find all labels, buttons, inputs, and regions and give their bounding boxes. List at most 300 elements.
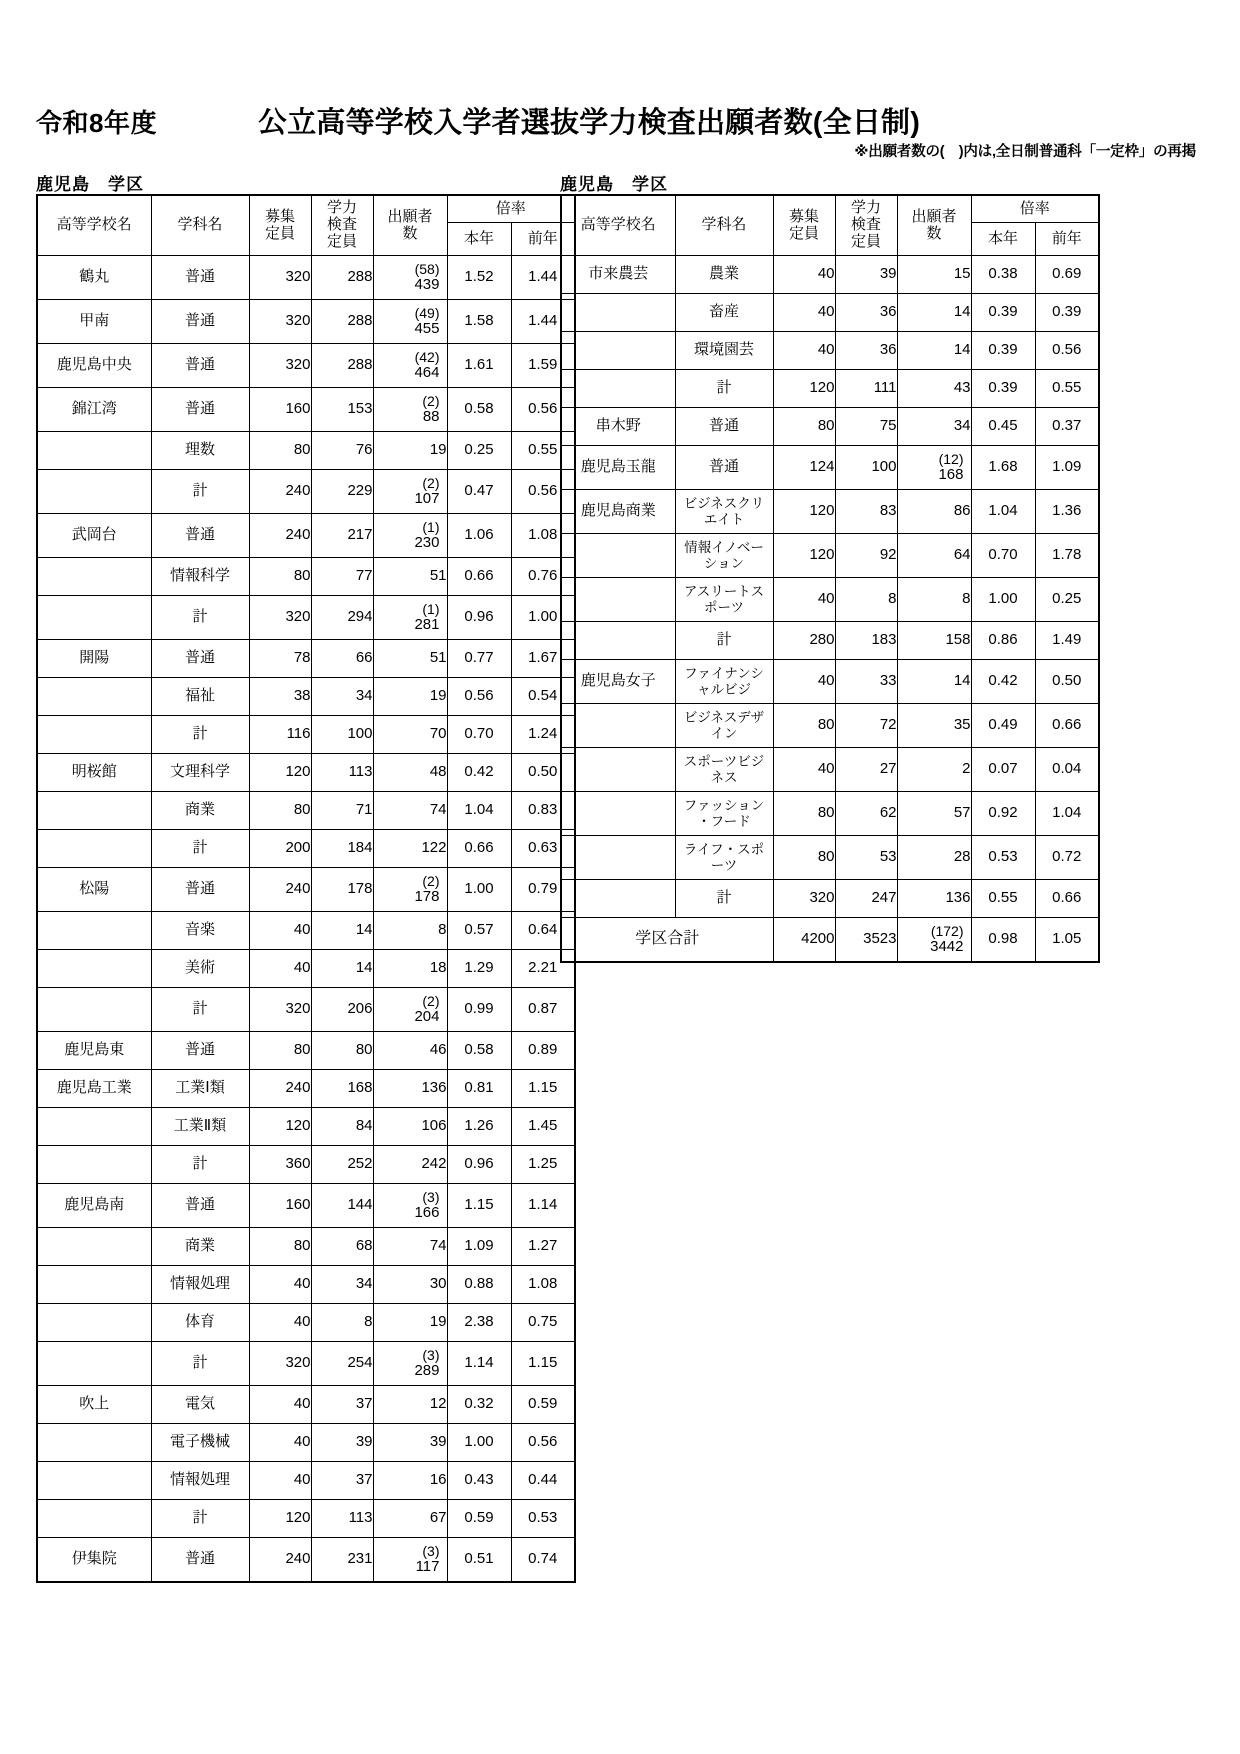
cell-capacity: 240	[249, 470, 311, 514]
cell-applicants: 8	[373, 912, 447, 950]
cell-exam-capacity: 71	[311, 792, 373, 830]
table-row	[561, 256, 1099, 294]
applicants-quota-reprint: (49)	[414, 305, 440, 322]
cell-capacity: 80	[773, 704, 835, 748]
cell-school-name: 串木野	[561, 408, 675, 446]
cell-rate-current: 0.51	[447, 1538, 511, 1582]
cell-capacity: 40	[773, 332, 835, 370]
cell-rate-current: 1.26	[447, 1108, 511, 1146]
cell-district-total-label: 学区合計	[561, 918, 773, 962]
table-row	[37, 1228, 575, 1266]
cell-course-name: 普通	[151, 388, 249, 432]
course-line1: ビジネスデザ	[683, 709, 765, 725]
applicants-count: 464	[414, 363, 440, 381]
cell-exam-capacity: 14	[311, 912, 373, 950]
cell-course-name: 普通	[151, 300, 249, 344]
applicants-line1: 出願者	[911, 207, 957, 225]
table-row	[37, 640, 575, 678]
cell-rate-previous: 0.79	[511, 868, 575, 912]
cell-school-name-empty	[37, 1146, 151, 1184]
cell-capacity: 240	[249, 1070, 311, 1108]
cell-applicants: 51	[373, 558, 447, 596]
table-row	[561, 332, 1099, 370]
cell-exam-capacity: 75	[835, 408, 897, 446]
cell-school-name: 武岡台	[37, 514, 151, 558]
cell-applicants: 14	[897, 660, 971, 704]
cell-course-name: 計	[151, 988, 249, 1032]
col-header-capacity	[249, 195, 311, 256]
cell-rate-current: 0.66	[447, 558, 511, 596]
cell-rate-previous: 0.63	[511, 830, 575, 868]
cell-applicants	[373, 988, 447, 1032]
table-row	[37, 388, 575, 432]
cell-course-name	[675, 748, 773, 792]
cell-course-name: 音楽	[151, 912, 249, 950]
cell-course-name: 普通	[151, 256, 249, 300]
cell-rate-current: 0.88	[447, 1266, 511, 1304]
table-row	[561, 836, 1099, 880]
col-header-course: 学科名	[151, 195, 249, 256]
col-header-rate-previous: 前年	[1035, 223, 1099, 256]
cell-exam-capacity: 111	[835, 370, 897, 408]
cell-rate-current: 0.07	[971, 748, 1035, 792]
applicants-quota-reprint: (12)	[938, 451, 964, 468]
cell-rate-previous: 0.50	[511, 754, 575, 792]
cell-capacity: 320	[249, 256, 311, 300]
table-row	[37, 1462, 575, 1500]
cell-applicants: 48	[373, 754, 447, 792]
applicants-count: 281	[414, 615, 440, 633]
cell-rate-previous: 2.21	[511, 950, 575, 988]
course-line2: ネス	[710, 769, 738, 785]
cell-exam-capacity: 100	[311, 716, 373, 754]
cell-course-name: 計	[151, 1342, 249, 1386]
cell-course-name: 美術	[151, 950, 249, 988]
cell-capacity: 320	[773, 880, 835, 918]
cell-rate-previous: 0.25	[1035, 578, 1099, 622]
cell-school-name-empty	[37, 1304, 151, 1342]
applicants-quota-reprint: (2)	[422, 873, 440, 890]
cell-exam-capacity: 100	[835, 446, 897, 490]
col-header-school: 高等学校名	[561, 195, 675, 256]
cell-school-name-empty	[561, 704, 675, 748]
cell-course-name: 普通	[151, 1538, 249, 1582]
cell-capacity: 40	[249, 1304, 311, 1342]
table-body-left	[37, 256, 575, 1582]
cell-applicants: 136	[373, 1070, 447, 1108]
table-row	[37, 1184, 575, 1228]
cell-applicants: 19	[373, 432, 447, 470]
table-row	[37, 558, 575, 596]
cell-rate-previous: 0.53	[511, 1500, 575, 1538]
cell-applicants: 8	[897, 578, 971, 622]
table-row	[561, 660, 1099, 704]
cell-rate-previous: 1.49	[1035, 622, 1099, 660]
cell-course-name: 普通	[151, 1184, 249, 1228]
cell-course-name: 商業	[151, 792, 249, 830]
cell-rate-previous: 0.44	[511, 1462, 575, 1500]
table-row-totals	[561, 918, 1099, 962]
cell-capacity: 320	[249, 344, 311, 388]
applicants-quota-reprint: (42)	[414, 349, 440, 366]
exam-line3: 定員	[850, 232, 881, 250]
cell-course-name: 情報処理	[151, 1266, 249, 1304]
cell-course-name: 普通	[151, 514, 249, 558]
cell-rate-current: 0.96	[447, 1146, 511, 1184]
cell-rate-previous: 0.56	[511, 1424, 575, 1462]
capacity-line1: 募集	[264, 207, 295, 225]
col-header-exam-capacity	[311, 195, 373, 256]
cell-exam-capacity: 144	[311, 1184, 373, 1228]
col-header-capacity	[773, 195, 835, 256]
cell-capacity: 320	[249, 300, 311, 344]
cell-school-name-empty	[37, 1424, 151, 1462]
col-header-applicants	[897, 195, 971, 256]
table-header-right	[561, 195, 1099, 256]
cell-rate-current: 0.45	[971, 408, 1035, 446]
cell-capacity: 320	[249, 988, 311, 1032]
cell-applicants: 14	[897, 294, 971, 332]
cell-rate-previous: 0.56	[1035, 332, 1099, 370]
cell-course-name: 普通	[151, 640, 249, 678]
cell-applicants	[373, 1184, 447, 1228]
cell-course-name: 計	[151, 830, 249, 868]
cell-exam-capacity: 76	[311, 432, 373, 470]
cell-rate-previous: 1.44	[511, 256, 575, 300]
cell-applicants: 18	[373, 950, 447, 988]
cell-rate-current: 0.43	[447, 1462, 511, 1500]
exam-line1: 学力	[326, 199, 357, 217]
cell-rate-current: 0.77	[447, 640, 511, 678]
table-row	[37, 1108, 575, 1146]
table-row	[37, 1304, 575, 1342]
course-line1: スポーツビジ	[683, 753, 765, 769]
col-header-rate-current: 本年	[447, 223, 511, 256]
cell-applicants	[373, 1538, 447, 1582]
cell-school-name: 松陽	[37, 868, 151, 912]
exam-line3: 定員	[326, 232, 357, 250]
cell-course-name: 計	[151, 716, 249, 754]
cell-exam-capacity: 288	[311, 344, 373, 388]
cell-capacity: 40	[773, 256, 835, 294]
table-row	[561, 792, 1099, 836]
cell-capacity: 78	[249, 640, 311, 678]
cell-applicants: 64	[897, 534, 971, 578]
cell-applicants	[373, 1342, 447, 1386]
cell-rate-previous: 0.39	[1035, 294, 1099, 332]
cell-applicants: 67	[373, 1500, 447, 1538]
table-body-right	[561, 256, 1099, 962]
table-row	[37, 716, 575, 754]
cell-rate-previous: 0.87	[511, 988, 575, 1032]
cell-school-name-empty	[561, 294, 675, 332]
cell-school-name: 甲南	[37, 300, 151, 344]
cell-school-name-empty	[561, 880, 675, 918]
cell-applicants	[373, 868, 447, 912]
cell-school-name-empty	[37, 716, 151, 754]
cell-applicants	[373, 388, 447, 432]
table-row	[37, 1032, 575, 1070]
cell-exam-capacity: 247	[835, 880, 897, 918]
course-line1: ファッション	[683, 797, 765, 813]
cell-exam-capacity: 252	[311, 1146, 373, 1184]
applicants-count: 166	[414, 1203, 440, 1221]
cell-capacity: 40	[249, 912, 311, 950]
course-line2: ャルビジ	[697, 681, 751, 697]
cell-capacity: 80	[773, 792, 835, 836]
cell-rate-current: 1.61	[447, 344, 511, 388]
cell-exam-capacity: 68	[311, 1228, 373, 1266]
course-line2: ・フード	[697, 813, 751, 829]
cell-capacity: 40	[249, 1424, 311, 1462]
cell-rate-previous: 0.55	[511, 432, 575, 470]
table-row	[561, 880, 1099, 918]
table-row	[37, 1070, 575, 1108]
cell-capacity: 240	[249, 868, 311, 912]
table-row	[37, 1386, 575, 1424]
table-row	[37, 868, 575, 912]
cell-exam-capacity: 113	[311, 1500, 373, 1538]
exam-line1: 学力	[850, 199, 881, 217]
col-header-rate: 倍率	[447, 195, 575, 223]
cell-applicants: 14	[897, 332, 971, 370]
applicants-count: 289	[414, 1361, 440, 1379]
cell-rate-current: 1.00	[447, 868, 511, 912]
cell-applicants: 242	[373, 1146, 447, 1184]
applicants-line2: 数	[926, 224, 942, 242]
cell-school-name-empty	[561, 578, 675, 622]
table-row	[37, 988, 575, 1032]
table-row	[37, 1538, 575, 1582]
cell-applicants	[373, 256, 447, 300]
applicants-count: 168	[938, 465, 964, 483]
cell-school-name-empty	[37, 1228, 151, 1266]
cell-rate-current: 1.29	[447, 950, 511, 988]
cell-school-name-empty	[37, 1108, 151, 1146]
cell-course-name: 計	[151, 470, 249, 514]
cell-rate-current: 0.47	[447, 470, 511, 514]
table-row	[37, 344, 575, 388]
cell-exam-capacity: 83	[835, 490, 897, 534]
cell-capacity: 80	[773, 408, 835, 446]
cell-exam-capacity: 231	[311, 1538, 373, 1582]
cell-exam-capacity: 113	[311, 754, 373, 792]
applicants-table-right-wrapper	[560, 194, 1100, 963]
applicants-quota-reprint: (3)	[422, 1189, 440, 1206]
cell-rate-previous: 0.64	[511, 912, 575, 950]
cell-capacity: 360	[249, 1146, 311, 1184]
era-label: 令和8年度	[36, 108, 157, 138]
cell-total-rate-previous: 1.05	[1035, 918, 1099, 962]
total-applicants-count: 3442	[930, 937, 964, 955]
cell-school-name-empty	[561, 792, 675, 836]
cell-exam-capacity: 183	[835, 622, 897, 660]
cell-capacity: 40	[773, 660, 835, 704]
cell-applicants	[373, 300, 447, 344]
capacity-line2: 定員	[264, 224, 295, 242]
cell-school-name: 開陽	[37, 640, 151, 678]
cell-applicants: 19	[373, 678, 447, 716]
cell-applicants: 28	[897, 836, 971, 880]
cell-course-name: 普通	[151, 1032, 249, 1070]
cell-capacity: 80	[773, 836, 835, 880]
cell-course-name: 電気	[151, 1386, 249, 1424]
cell-rate-previous: 1.15	[511, 1070, 575, 1108]
table-row	[37, 432, 575, 470]
cell-rate-current: 1.52	[447, 256, 511, 300]
cell-course-name: 電子機械	[151, 1424, 249, 1462]
cell-school-name-empty	[37, 988, 151, 1032]
cell-rate-current: 1.00	[447, 1424, 511, 1462]
cell-rate-current: 0.49	[971, 704, 1035, 748]
cell-capacity: 120	[249, 1500, 311, 1538]
cell-school-name: 鹿児島南	[37, 1184, 151, 1228]
cell-school-name-empty	[37, 1462, 151, 1500]
cell-rate-previous: 0.69	[1035, 256, 1099, 294]
cell-applicants: 19	[373, 1304, 447, 1342]
cell-capacity: 80	[249, 1032, 311, 1070]
cell-applicants	[897, 446, 971, 490]
cell-course-name: 工業Ⅱ類	[151, 1108, 249, 1146]
cell-capacity: 40	[249, 1386, 311, 1424]
cell-capacity: 240	[249, 514, 311, 558]
cell-school-name: 鹿児島女子	[561, 660, 675, 704]
cell-course-name	[675, 836, 773, 880]
cell-capacity: 124	[773, 446, 835, 490]
cell-rate-previous: 1.67	[511, 640, 575, 678]
cell-exam-capacity: 294	[311, 596, 373, 640]
cell-course-name	[675, 534, 773, 578]
cell-course-name: 情報科学	[151, 558, 249, 596]
applicants-count: 439	[414, 275, 440, 293]
cell-course-name: 計	[675, 880, 773, 918]
cell-capacity: 120	[773, 534, 835, 578]
cell-rate-current: 0.39	[971, 370, 1035, 408]
cell-exam-capacity: 217	[311, 514, 373, 558]
cell-capacity: 120	[773, 370, 835, 408]
cell-rate-previous: 1.00	[511, 596, 575, 640]
cell-course-name	[675, 578, 773, 622]
cell-course-name: 福祉	[151, 678, 249, 716]
cell-exam-capacity: 36	[835, 332, 897, 370]
cell-capacity: 40	[773, 748, 835, 792]
cell-school-name: 伊集院	[37, 1538, 151, 1582]
cell-rate-current: 0.96	[447, 596, 511, 640]
page-title: 公立高等学校入学者選抜学力検査出願者数(全日制)	[258, 107, 921, 139]
cell-exam-capacity: 37	[311, 1462, 373, 1500]
cell-capacity: 116	[249, 716, 311, 754]
course-line2: エイト	[703, 511, 745, 527]
cell-exam-capacity: 80	[311, 1032, 373, 1070]
cell-school-name-empty	[37, 678, 151, 716]
cell-exam-capacity: 72	[835, 704, 897, 748]
course-line1: アスリートス	[683, 583, 765, 599]
cell-course-name: 普通	[675, 408, 773, 446]
cell-course-name	[675, 660, 773, 704]
cell-course-name: 普通	[675, 446, 773, 490]
cell-exam-capacity: 33	[835, 660, 897, 704]
cell-capacity: 80	[249, 432, 311, 470]
cell-course-name: 工業Ⅰ類	[151, 1070, 249, 1108]
applicants-line1: 出願者	[387, 207, 433, 225]
cell-applicants	[373, 470, 447, 514]
applicants-quota-reprint: (3)	[422, 1543, 440, 1560]
col-header-rate: 倍率	[971, 195, 1099, 223]
applicants-count: 230	[414, 533, 440, 551]
table-row	[37, 1342, 575, 1386]
cell-course-name: 環境園芸	[675, 332, 773, 370]
total-quota-reprint: (172)	[930, 923, 964, 940]
cell-exam-capacity: 184	[311, 830, 373, 868]
cell-school-name-empty	[37, 1266, 151, 1304]
cell-rate-previous: 1.25	[511, 1146, 575, 1184]
cell-rate-current: 0.39	[971, 332, 1035, 370]
cell-course-name: 計	[151, 596, 249, 640]
cell-applicants: 39	[373, 1424, 447, 1462]
cell-capacity: 120	[249, 1108, 311, 1146]
cell-rate-current: 0.55	[971, 880, 1035, 918]
cell-applicants: 57	[897, 792, 971, 836]
cell-capacity: 320	[249, 1342, 311, 1386]
cell-rate-previous: 1.45	[511, 1108, 575, 1146]
cell-rate-current: 1.14	[447, 1342, 511, 1386]
district-label-right: 鹿児島 学区	[560, 175, 668, 194]
table-row	[561, 408, 1099, 446]
cell-exam-capacity: 66	[311, 640, 373, 678]
cell-rate-current: 0.86	[971, 622, 1035, 660]
col-header-rate-current: 本年	[971, 223, 1035, 256]
table-row	[37, 300, 575, 344]
course-line1: ファイナンシ	[684, 665, 764, 681]
cell-school-name: 鶴丸	[37, 256, 151, 300]
cell-capacity: 80	[249, 1228, 311, 1266]
cell-rate-previous: 1.78	[1035, 534, 1099, 578]
table-row	[561, 704, 1099, 748]
table-row	[37, 596, 575, 640]
cell-course-name: 普通	[151, 868, 249, 912]
cell-rate-previous: 0.89	[511, 1032, 575, 1070]
table-row	[37, 754, 575, 792]
cell-rate-previous: 0.55	[1035, 370, 1099, 408]
cell-exam-capacity: 84	[311, 1108, 373, 1146]
cell-course-name: 体育	[151, 1304, 249, 1342]
cell-applicants: 2	[897, 748, 971, 792]
cell-school-name-empty	[37, 558, 151, 596]
cell-course-name: 計	[151, 1500, 249, 1538]
exam-line2: 検査	[326, 216, 357, 234]
cell-course-name: 計	[675, 370, 773, 408]
applicants-count: 88	[422, 407, 440, 425]
applicants-quota-reprint: (1)	[422, 519, 440, 536]
applicants-count: 178	[414, 887, 440, 905]
cell-rate-current: 1.06	[447, 514, 511, 558]
applicants-count: 204	[414, 1007, 440, 1025]
cell-rate-current: 0.38	[971, 256, 1035, 294]
applicants-table-left-wrapper	[36, 194, 576, 1583]
cell-school-name-empty	[37, 950, 151, 988]
capacity-line1: 募集	[788, 207, 819, 225]
cell-applicants: 51	[373, 640, 447, 678]
cell-capacity: 240	[249, 1538, 311, 1582]
cell-capacity: 160	[249, 388, 311, 432]
cell-exam-capacity: 27	[835, 748, 897, 792]
cell-rate-current: 0.32	[447, 1386, 511, 1424]
cell-rate-previous: 0.56	[511, 388, 575, 432]
cell-applicants: 158	[897, 622, 971, 660]
applicants-count: 455	[414, 319, 440, 337]
district-label-left: 鹿児島 学区	[36, 175, 144, 194]
cell-total-rate-current: 0.98	[971, 918, 1035, 962]
